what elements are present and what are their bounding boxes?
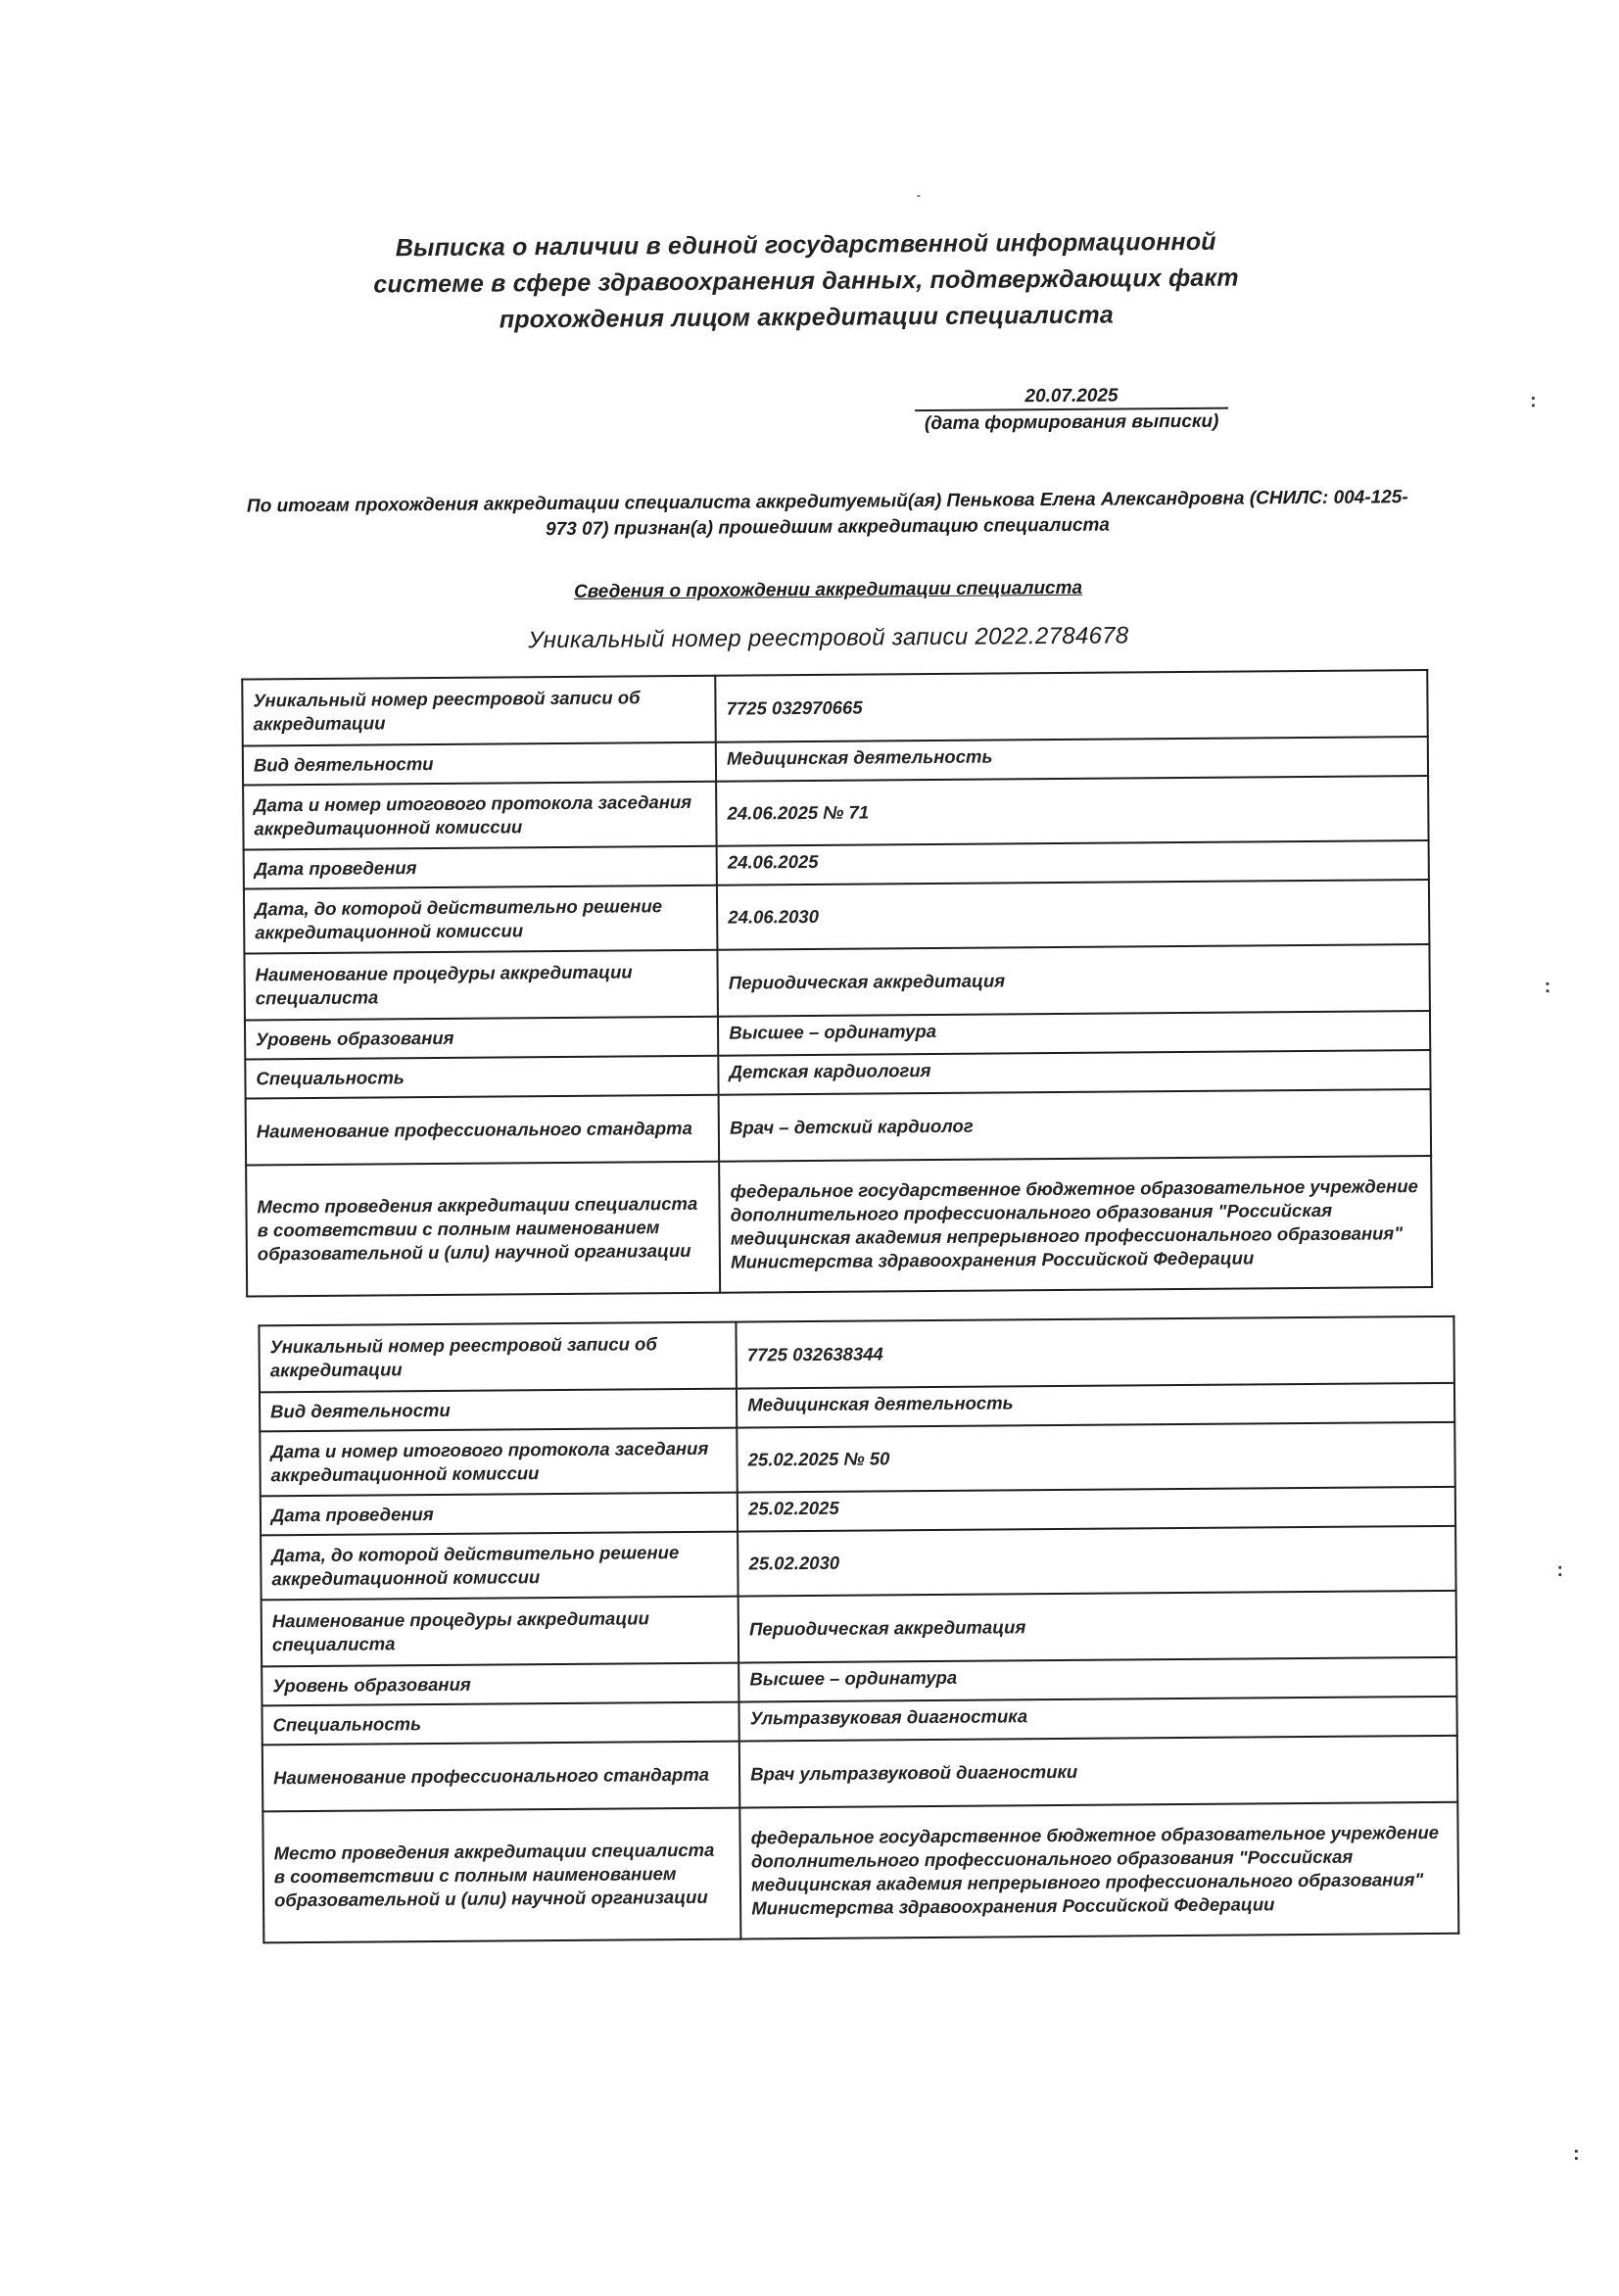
- row-label: Наименование профессионального стандарта: [262, 1742, 740, 1812]
- margin-mark: :: [1529, 390, 1537, 412]
- table-row: [262, 1802, 1458, 1943]
- row-label: Место проведения аккредитации специалиста в соответствии с полным наименованием образовательной и (или) научной организации: [246, 1162, 720, 1297]
- accreditation-table-2: [258, 1315, 1459, 1944]
- row-value: 25.02.2025: [738, 1487, 1455, 1532]
- row-label: Дата и номер итогового протокола заседания аккредитационной комиссии: [243, 782, 717, 850]
- row-value: Высшее – ординатура: [718, 1011, 1430, 1056]
- document-title: Выписка о наличии в единой государственной информационной системе в сфере здравоохранения данных, подтверждающих факт прохождения лицом аккредитации специалиста: [373, 227, 1239, 334]
- row-value: федеральное государственное бюджетное образовательное учреждение дополнительного профессионального образования "Российская медицинская академия непрерывного профессионального образования" Министерства здравоохранения Российской Федерации: [719, 1156, 1432, 1293]
- row-label: Дата, до которой действительно решение аккредитационной комиссии: [244, 885, 718, 954]
- table-row: [246, 1156, 1432, 1296]
- table-row: [262, 1736, 1457, 1812]
- row-label: Специальность: [262, 1702, 738, 1746]
- row-value: Врач ультразвуковой диагностики: [739, 1736, 1457, 1808]
- row-value: 7725 032970665: [715, 670, 1427, 742]
- row-label: Дата проведения: [261, 1493, 738, 1536]
- row-label: Место проведения аккредитации специалиста в соответствии с полным наименованием образовательной и (или) научной организации: [262, 1808, 740, 1943]
- date-caption: (дата формирования выписки): [924, 410, 1219, 435]
- scan-speck: [917, 195, 920, 197]
- row-label: Вид деятельности: [260, 1389, 737, 1432]
- section-heading: Сведения о прохождении аккредитации специалиста: [573, 577, 1083, 602]
- row-value: 25.02.2030: [738, 1526, 1455, 1597]
- row-label: Вид деятельности: [243, 742, 716, 786]
- row-value: Ультразвуковая диагностика: [739, 1697, 1457, 1742]
- row-value: 7725 032638344: [737, 1316, 1454, 1389]
- margin-mark: :: [1573, 2142, 1580, 2165]
- row-value: 24.06.2030: [717, 880, 1429, 950]
- table-row: [261, 1526, 1455, 1601]
- table-row: [243, 776, 1428, 850]
- row-label: Дата проведения: [244, 846, 717, 889]
- registry-number-heading: Уникальный номер реестровой записи 2022.2784678: [528, 622, 1129, 654]
- row-value: Врач – детский кардиолог: [719, 1089, 1431, 1162]
- row-value: Детская кардиология: [718, 1050, 1430, 1095]
- row-value: 24.06.2025: [717, 840, 1429, 885]
- row-value: Периодическая аккредитация: [738, 1591, 1456, 1663]
- row-value: федеральное государственное бюджетное образовательное учреждение дополнительного профессионального образования "Российская медицинская академия непрерывного профессионального образования" Министерства здравоохранения Российской Федерации: [739, 1802, 1458, 1939]
- row-label: Наименование процедуры аккредитации специалиста: [262, 1597, 739, 1667]
- row-value: Высшее – ординатура: [738, 1657, 1456, 1702]
- table-row: [262, 1591, 1456, 1667]
- margin-mark: :: [1556, 1558, 1564, 1582]
- row-label: Наименование профессионального стандарта: [246, 1095, 720, 1166]
- table-row: [244, 880, 1429, 954]
- row-value: 25.02.2025 № 50: [737, 1422, 1454, 1493]
- row-label: Уровень образования: [262, 1663, 738, 1706]
- row-value: Медицинская деятельность: [716, 737, 1428, 782]
- extract-date: 20.07.2025: [1024, 385, 1119, 407]
- row-label: Дата, до которой действительно решение аккредитационной комиссии: [261, 1532, 738, 1601]
- table-row: [246, 1089, 1431, 1166]
- accreditation-table-1: [241, 669, 1433, 1297]
- row-label: Уровень образования: [245, 1017, 718, 1060]
- row-label: Уникальный номер реестровой записи об аккредитации: [242, 676, 716, 746]
- intro-text: По итогам прохождения аккредитации специалиста аккредитуемый(ая) Пенькова Елена Александровна (СНИЛС: 004-125-973 07) признан(а) прошедшим аккредитацию специалиста: [246, 487, 1408, 541]
- date-block: [915, 385, 1228, 436]
- row-value: Периодическая аккредитация: [718, 944, 1430, 1017]
- table-row: [260, 1422, 1454, 1497]
- row-label: Уникальный номер реестровой записи об аккредитации: [259, 1322, 737, 1393]
- margin-mark: :: [1544, 976, 1551, 998]
- row-value: 24.06.2025 № 71: [716, 776, 1428, 846]
- row-label: Дата и номер итогового протокола заседания аккредитационной комиссии: [260, 1428, 738, 1497]
- row-value: Медицинская деятельность: [737, 1383, 1454, 1428]
- row-label: Специальность: [245, 1056, 718, 1099]
- row-label: Наименование процедуры аккредитации специалиста: [244, 950, 718, 1021]
- table-row: [259, 1316, 1453, 1393]
- table-row: [244, 944, 1429, 1021]
- table-row: [242, 670, 1427, 746]
